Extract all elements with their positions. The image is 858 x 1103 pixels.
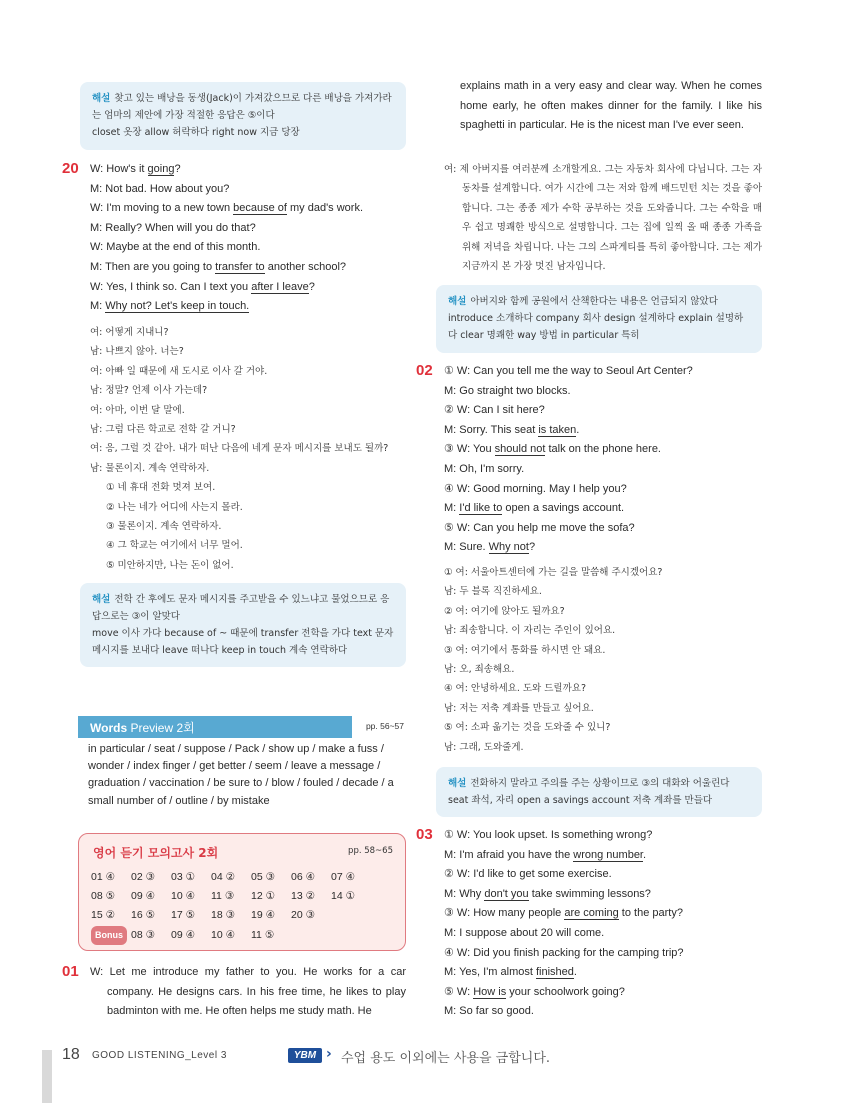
- answer-item: 02 ③: [131, 871, 156, 883]
- answer-item: 18 ③: [211, 909, 236, 922]
- dialogue-03-line: ⑤ W: How is your schoolwork going?: [444, 985, 625, 998]
- translation-line: ③ 여: 여기에서 통화를 하시면 안 돼요.: [444, 644, 606, 656]
- dialogue-02-line: M: Sorry. This seat is taken.: [444, 423, 580, 436]
- translation-line: 남: 물론이지. 계속 연락하자.: [90, 462, 210, 474]
- dialogue-02-line: ④ W: Good morning. May I help you?: [444, 482, 627, 495]
- translation-line: 여: 아마, 이번 달 말에.: [90, 404, 185, 416]
- dialogue-20-line: W: How's it going?: [90, 163, 181, 175]
- dialogue-02-line: M: Sure. Why not?: [444, 541, 536, 554]
- answer-option: ④ 그 학교는 여기에서 너무 멀어.: [106, 540, 243, 552]
- answer-option: ② 나는 네가 어디에 사는지 몰라.: [106, 501, 243, 513]
- dialogue-20-line: W: I'm moving to a new town because of my dad's work.: [90, 202, 364, 215]
- dialogue-02-line: M: Oh, I'm sorry.: [444, 462, 525, 475]
- answer-grid: [91, 868, 391, 945]
- answer-item: 11 ⑤: [251, 928, 275, 941]
- dialogue-20-line: M: Not bad. How about you?: [90, 182, 230, 195]
- translation-line: 남: 그럼 다른 학교로 전학 갈 거니?: [90, 424, 236, 436]
- answer-item: 16 ⑤: [131, 909, 156, 922]
- answer-item: 03 ①: [171, 871, 196, 883]
- underlined-phrase: going: [147, 163, 175, 175]
- translation-line: 남: 오, 죄송해요.: [444, 664, 515, 676]
- answer-item: 09 ④: [131, 890, 156, 903]
- page-number: 18: [62, 1046, 80, 1063]
- monologue-01-part1: W: Let me introduce my father to you. He works for a car company. He designs cars. In his free time, he likes to play badminton with me. He often helps me study math. He: [90, 966, 406, 1018]
- dialogue-03-line: M: Yes, I'm almost finished.: [444, 966, 577, 979]
- answer-row: [91, 887, 391, 906]
- dialogue-03-line: M: I suppose about 20 will come.: [444, 926, 605, 939]
- dialogue-20-line: M: Then are you going to transfer to another school?: [90, 260, 347, 273]
- answer-item: 05 ③: [251, 871, 276, 883]
- answer-row: [91, 868, 391, 887]
- translation-line: ⑤ 여: 소파 옮기는 것을 도와줄 수 있니?: [444, 722, 611, 734]
- dialogue-02: [444, 362, 762, 558]
- dialogue-02-line: ① W: Can you tell me the way to Seoul Art Center?: [444, 365, 693, 377]
- answer-item: 10 ④: [211, 928, 236, 941]
- explanation-text: 찾고 있는 배낭을 동생(Jack)이 가져갔으므로 다른 배낭을 가져가라는 엄마의 제안에 가장 적절한 응답은 ⑤이다: [92, 93, 392, 121]
- dialogue-02-line: ⑤ W: Can you help me move the sofa?: [444, 521, 635, 534]
- answer-item: 06 ④: [291, 871, 316, 883]
- underlined-phrase: are coming: [564, 907, 619, 920]
- answer-item: 08 ③: [131, 928, 156, 941]
- words-pages: pp. 56~57: [352, 716, 408, 738]
- explanation-box-01: [436, 285, 762, 353]
- answer-item: 15 ②: [91, 909, 116, 922]
- underlined-phrase: I'd like to: [459, 502, 503, 515]
- translation-line: 여: 어떻게 지내니?: [90, 327, 169, 338]
- explanation-text: 아버지와 함께 공원에서 산책한다는 내용은 언급되지 않았다: [470, 296, 718, 307]
- answer-item: 19 ④: [251, 909, 276, 922]
- book-title: GOOD LISTENING_Level 3: [92, 1050, 227, 1061]
- dialogue-02-line: M: Go straight two blocks.: [444, 384, 571, 397]
- vocab-list: seat 좌석, 자리 open a savings account 저축 계좌를 만들다: [448, 795, 713, 806]
- translation-20: [90, 323, 406, 575]
- answer-key-box: [78, 833, 406, 951]
- usage-notice: 수업 용도 이외에는 사용을 금합니다.: [341, 1051, 551, 1066]
- dialogue-20: [90, 160, 406, 317]
- dialogue-20-line: M: Really? When will you do that?: [90, 221, 256, 234]
- explanation-box-20: [80, 583, 406, 667]
- underlined-phrase: How is: [473, 985, 507, 998]
- words-title: Words Preview 2회: [90, 721, 195, 735]
- translation-02: [444, 563, 762, 757]
- words-subtitle: Preview 2회: [130, 721, 195, 735]
- ybm-logo: YBM: [288, 1048, 322, 1063]
- answer-item: 09 ④: [171, 928, 196, 941]
- answer-item: 10 ④: [171, 890, 196, 903]
- dialogue-03-line: ① W: You look upset. Is something wrong?: [444, 829, 653, 841]
- translation-line: 남: 정말? 언제 이사 가는데?: [90, 385, 208, 397]
- answer-option: ⑤ 미안하지만, 나는 돈이 없어.: [106, 559, 234, 571]
- translation-line: 남: 죄송합니다. 이 자리는 주인이 있어요.: [444, 625, 616, 637]
- words-preview-list: in particular / seat / suppose / Pack / show up / make a fuss / wonder / index finger / get better / seem / leave a message / graduation / vaccination / be sure to / blow / fouled / decade / a small number of / outline / by mistake: [88, 743, 394, 807]
- vocab-list: move 이사 가다 because of ~ 때문에 transfer 전학을 가다 text 문자 메시지를 보내다 leave 떠나다 keep in touch 계속 연락하다: [92, 628, 394, 656]
- translation-line: 남: 그래, 도와줄게.: [444, 741, 524, 753]
- question-number-20: 20: [62, 160, 79, 177]
- answer-option: ③ 물론이지. 계속 연락하자.: [106, 521, 222, 533]
- answer-item: 14 ①: [331, 890, 356, 903]
- translation-line: 남: 저는 저축 계좌를 만들고 싶어요.: [444, 702, 594, 714]
- dialogue-02-line: M: I'd like to open a savings account.: [444, 502, 625, 515]
- dialogue-03-line: M: So far so good.: [444, 1005, 534, 1018]
- answer-item: 17 ⑤: [171, 909, 196, 922]
- answer-item: 04 ②: [211, 871, 236, 883]
- translation-line: 여: 아빠 일 때문에 새 도시로 이사 갈 거야.: [90, 365, 268, 377]
- answer-item: 07 ④: [331, 871, 356, 883]
- dialogue-03-line: M: Why don't you take swimming lessons?: [444, 887, 651, 900]
- explanation-box-02: [436, 767, 762, 817]
- words-preview-header: [78, 716, 406, 738]
- underlined-phrase: Why not? Let's keep in touch.: [105, 300, 250, 313]
- translation-line: 남: 두 블록 직진하세요.: [444, 586, 542, 598]
- underlined-phrase: wrong number: [573, 848, 643, 861]
- vocab-list: closet 옷장 allow 허락하다 right now 지금 당장: [92, 127, 300, 138]
- monologue-01-part2: explains math in a very easy and clear way. When he comes home early, he often makes dinner for the family. I like his spaghetti in particular. He is the nicest man I've ever seen.: [460, 80, 762, 132]
- underlined-phrase: Why not: [488, 541, 529, 554]
- dialogue-20-line: W: Maybe at the end of this month.: [90, 241, 261, 254]
- dialogue-03-line: ③ W: How many people are coming to the party?: [444, 907, 683, 920]
- translation-line: 여: 응, 그럴 것 같아. 내가 떠난 다음에 네게 문자 메시지를 보내도 될까?: [90, 443, 389, 455]
- footer-bar: [42, 1050, 52, 1103]
- bonus-label: Bonus: [91, 926, 127, 945]
- dialogue-03-line: M: I'm afraid you have the wrong number.: [444, 848, 647, 861]
- chevron-right-icon: ›: [326, 1046, 332, 1062]
- dialogue-02-line: ② W: Can I sit here?: [444, 404, 545, 417]
- dialogue-20-line: W: Yes, I think so. Can I text you after I leave?: [90, 280, 315, 293]
- translation-line: ① 여: 서울아트센터에 가는 길을 말씀해 주시겠어요?: [444, 567, 663, 578]
- answer-item: 20 ③: [291, 909, 316, 922]
- explanation-tag: 해설: [448, 296, 467, 307]
- vocab-list: introduce 소개하다 company 회사 design 설계하다 explain 설명하다 clear 명쾌한 way 방법 in particular 특히: [448, 313, 744, 341]
- answer-item: 12 ①: [251, 890, 276, 903]
- underlined-phrase: don't you: [484, 887, 529, 900]
- answer-key-title: 영어 듣기 모의고사 2회: [93, 846, 219, 860]
- dialogue-20-line: M: Why not? Let's keep in touch.: [90, 300, 250, 313]
- explanation-tag: 해설: [448, 778, 467, 789]
- question-number-02: 02: [416, 362, 433, 379]
- explanation-text: 전화하지 말라고 주의를 주는 상황이므로 ③의 대화와 어울린다: [470, 778, 730, 789]
- answer-key-pages: pp. 58~65: [348, 846, 393, 856]
- explanation-text: 전학 간 후에도 문자 메시지를 주고받을 수 있느냐고 물었으므로 응답으로는 ③이 알맞다: [92, 594, 390, 622]
- underlined-phrase: transfer to: [215, 260, 265, 273]
- explanation-tag: 해설: [92, 594, 111, 605]
- translation-line: ② 여: 여기에 앉아도 될까요?: [444, 605, 565, 617]
- dialogue-02-line: ③ W: You should not talk on the phone here.: [444, 443, 661, 456]
- underlined-phrase: should not: [494, 443, 546, 456]
- explanation-box-19: [80, 82, 406, 150]
- dialogue-03-line: ② W: I'd like to get some exercise.: [444, 868, 612, 881]
- translation-line: 남: 나쁘지 않아. 너는?: [90, 346, 184, 358]
- answer-item: 01 ④: [91, 871, 116, 883]
- explanation-tag: 해설: [92, 93, 111, 104]
- answer-item: 11 ③: [211, 890, 235, 903]
- question-number-03: 03: [416, 826, 433, 843]
- underlined-phrase: after I leave: [251, 280, 309, 293]
- translation-01: 여: 제 아버지를 여러분께 소개할게요. 그는 자동차 회사에 다닙니다. 그는 자동차를 설계합니다. 여가 시간에 그는 저와 함께 배드민턴 치는 것을 좋아합니다. 그는 종종 제가 수학 공부하는 것을 도와줍니다. 그는 수학을 매우 쉽고 명쾌한 방식으로 설명합니다. 그는 집에 일찍 올 때 종종 가족을 위해 저녁을 차립니다. 나는 그의 스파게티를 특히 좋아합니다. 그는 제가 지금까지 본 가장 멋진 남자입니다.: [444, 164, 762, 273]
- answer-item: 13 ②: [291, 890, 316, 903]
- answer-option: ① 네 휴대 전화 멋져 보여.: [106, 482, 216, 494]
- underlined-phrase: is taken: [538, 423, 577, 436]
- bonus-row: [91, 926, 391, 945]
- dialogue-03-line: ④ W: Did you finish packing for the camping trip?: [444, 946, 684, 959]
- dialogue-03: [444, 826, 762, 1022]
- answer-item: 08 ⑤: [91, 890, 116, 903]
- translation-line: ④ 여: 안녕하세요. 도와 드릴까요?: [444, 683, 586, 695]
- answer-row: [91, 906, 391, 925]
- question-number-01: 01: [62, 963, 79, 980]
- underlined-phrase: finished: [535, 966, 574, 979]
- underlined-phrase: because of: [233, 202, 287, 215]
